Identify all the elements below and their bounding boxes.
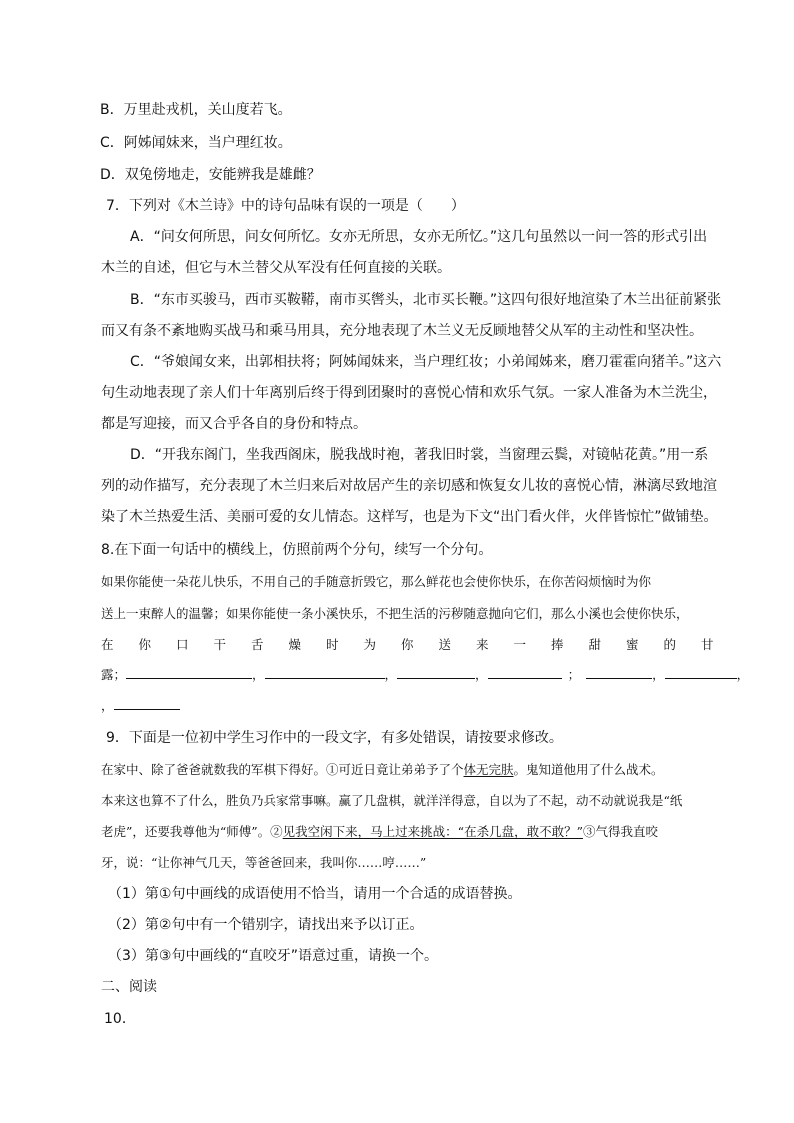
q8-text-line2: 送上一束醉人的温馨；如果你能使一条小溪快乐，不把生活的污秽随意抛向它们，那么小溪也会使你快乐， xyxy=(101,606,689,621)
q8-answer-line2 xyxy=(101,697,180,715)
q8-blank-4[interactable] xyxy=(488,666,562,679)
q8-answer-line xyxy=(101,666,749,684)
q7-option-d-line2: 列的动作描写，充分表现了木兰归来后对故居产生的亲切感和恢复女儿妆的喜悦心情，淋漓尽致地渲 xyxy=(101,478,717,494)
q8-comma-6: ， xyxy=(101,698,114,713)
q8-text-line3-text: 在你口干舌燥时为你送来一捧甜蜜的甘 xyxy=(101,637,739,652)
q7-option-d-line3: 染了木兰热爱生活、美丽可爱的女儿情态。这样写，也是为下文“出门看火伴，火伴皆惊忙”做铺垫。 xyxy=(101,509,718,525)
q9-stem: 9．下面是一位初中学生习作中的一段文字，有多处错误，请按要求修改。 xyxy=(106,730,563,746)
q8-blank-1[interactable] xyxy=(126,666,252,679)
q9-para-line2: 本来这也算不了什么，胜负乃兵家常事嘛。赢了几盘棋，就洋洋得意，自以为了不起，动不动就说我是“纸 xyxy=(101,793,683,808)
q8-blank-7[interactable] xyxy=(114,697,180,710)
q7-option-a-line1: A．“问女何所思，问女何所忆。女亦无所思，女亦无所忆。”这几句虽然以一问一答的形式引出 xyxy=(130,229,708,245)
q8-comma-3: ， xyxy=(475,667,488,682)
q8-blank-3[interactable] xyxy=(397,666,475,679)
q9-sub-question-1: （1）第①句中画线的成语使用不恰当，请用一个合适的成语替换。 xyxy=(108,886,522,902)
q9-underlined-idiom: 体无完肤 xyxy=(463,762,514,777)
q9-p3-a: 老虎”，还要我尊他为“师傅”。② xyxy=(101,824,283,839)
q6-option-c: C．阿姊闻妹来，当户理红妆。 xyxy=(100,135,292,151)
q7-option-d-line1: D．“开我东阁门，坐我西阁床，脱我战时袍，著我旧时裳，当窗理云鬓，对镜帖花黄。”用一系 xyxy=(130,447,709,463)
q7-option-a-line2: 木兰的自述，但它与木兰替父从军没有任何直接的关联。 xyxy=(101,260,451,276)
q9-para-line1 xyxy=(101,761,664,779)
q7-option-b-line1: B．“东市买骏马，西市买鞍鞯，南市买辔头，北市买长鞭。”这四句很好地渲染了木兰出征前紧张 xyxy=(130,292,722,308)
q8-comma-1: ， xyxy=(252,667,265,682)
q8-blank-6[interactable] xyxy=(665,666,737,679)
q8-stem: 8.在下面一句话中的横线上，仿照前两个分句，续写一个分句。 xyxy=(101,542,493,558)
q9-para-line3 xyxy=(101,823,658,841)
q8-text-line4: 露； xyxy=(101,667,127,682)
q8-semicolon: ； xyxy=(567,667,581,682)
q8-comma-4: ， xyxy=(652,667,665,682)
q7-option-b-line2: 而又有条不紊地购买战马和乘马用具，充分地表现了木兰义无反顾地替父从军的主动性和坚决性。 xyxy=(101,323,703,339)
q9-underlined-sentence: 见我空闲下来，马上过来挑战：“在杀几盘，敢不敢？” xyxy=(282,824,583,839)
q8-blank-5[interactable] xyxy=(586,666,652,679)
q8-text-line1: 如果你能使一朵花儿快乐，不用自己的手随意折毁它，那么鲜花也会使你快乐，在你苦闷烦恼时为你 xyxy=(101,574,652,589)
q7-stem: 7．下列对《木兰诗》中的诗句品味有误的一项是（ ） xyxy=(106,198,465,214)
q9-p1-a: 在家中、除了爸爸就数我的军棋下得好。①可近日竟让弟弟予了个 xyxy=(101,762,464,777)
q8-comma-2: ， xyxy=(384,667,398,682)
q7-option-c-line2: 句生动地表现了亲人们十年离别后终于得到团聚时的喜悦心情和欢乐气氛。一家人准备为木兰洗尘， xyxy=(101,385,717,401)
q9-p3-b: ③气得我直咬 xyxy=(582,824,658,839)
q6-option-b: B．万里赴戎机，关山度若飞。 xyxy=(100,102,292,118)
q6-option-d: D．双兔傍地走，安能辨我是雄雌？ xyxy=(100,167,321,183)
q9-p1-b: 。鬼知道他用了什么战术。 xyxy=(513,762,664,777)
section-heading-reading: 二、阅读 xyxy=(101,979,157,995)
q7-option-c-line3: 都是写迎接，而又合乎各自的身份和特点。 xyxy=(101,416,367,432)
q8-text-line3 xyxy=(101,636,739,654)
q7-option-c-line1: C．“爷娘闻女来，出郭相扶将；阿姊闻妹来，当户理红妆；小弟闻姊来，磨刀霍霍向猪羊。”这六 xyxy=(130,354,722,370)
q8-comma-5: ， xyxy=(736,667,750,682)
q10-number: 10． xyxy=(104,1011,136,1027)
q9-para-line4: 牙，说：“让你神气几天，等爸爸回来，我叫你……哼……” xyxy=(101,855,427,870)
q8-blank-2[interactable] xyxy=(265,666,385,679)
q9-sub-question-2: （2）第②句中有一个错别字，请找出来予以订正。 xyxy=(108,917,424,933)
q9-sub-question-3: （3）第③句中画线的“直咬牙”语意过重，请换一个。 xyxy=(108,948,438,964)
